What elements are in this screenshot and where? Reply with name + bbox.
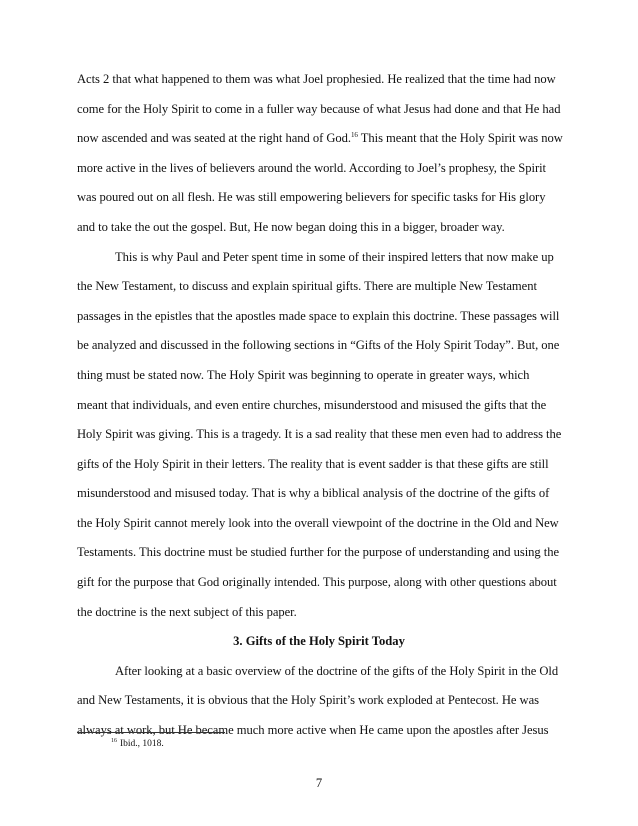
paragraph-line: and New Testaments, it is obvious that the Holy Spirit’s work exploded at Pentecost. He was xyxy=(77,693,539,708)
paragraph-line: gift for the purpose that God originally intended. This purpose, along with other questions about xyxy=(77,575,557,590)
paragraph-line: misunderstood and misused today. That is why a biblical analysis of the doctrine of the gifts of xyxy=(77,486,550,501)
paragraph-line: thing must be stated now. The Holy Spirit was beginning to operate in greater ways, which xyxy=(77,367,530,382)
paragraph-line xyxy=(77,130,563,146)
paragraph-line: the doctrine is the next subject of this paper. xyxy=(77,604,297,619)
page-number: 7 xyxy=(315,776,323,790)
paragraph-line: the Holy Spirit cannot merely look into the overall viewpoint of the doctrine in the Old and New xyxy=(77,515,559,530)
paragraph-line: passages in the epistles that the apostles made space to explain this doctrine. These passages will xyxy=(77,308,560,323)
paragraph-line: Testaments. This doctrine must be studied further for the purpose of understanding and using the xyxy=(77,545,559,560)
paragraph-line: Holy Spirit was giving. This is a tragedy. It is a sad reality that these men even had to address the xyxy=(77,427,562,442)
footnote xyxy=(111,738,164,750)
text-span: This meant that the Holy Spirit was now xyxy=(357,131,563,146)
paragraph-line: This is why Paul and Peter spent time in some of their inspired letters that now make up xyxy=(115,249,554,264)
paragraph-line: Acts 2 that what happened to them was what Joel prophesied. He realized that the time had now xyxy=(77,72,556,86)
paragraph-line: gifts of the Holy Spirit in their letters. The reality that is event sadder is that these gifts are still xyxy=(77,456,549,471)
paragraph-line: was poured out on all flesh. He was still empowering believers for specific tasks for His glory xyxy=(77,190,546,205)
section-heading: 3. Gifts of the Holy Spirit Today xyxy=(233,634,405,649)
paragraph-line: come for the Holy Spirit to come in a fuller way because of what Jesus had done and that He had xyxy=(77,101,561,116)
footnote-reference[interactable]: 16 xyxy=(350,131,358,140)
text-span: now ascended and was seated at the right hand of God. xyxy=(77,131,351,146)
paragraph-line: and to take the out the gospel. But, He now began doing this in a bigger, broader way. xyxy=(77,219,505,234)
paragraph-line: more active in the lives of believers around the world. According to Joel’s prophesy, the Spirit xyxy=(77,160,546,175)
footnote-number: 16 xyxy=(111,738,117,744)
footnote-text: Ibid., 1018. xyxy=(120,739,164,749)
paragraph-line: meant that individuals, and even entire churches, misunderstood and misused the gifts that the xyxy=(77,397,547,412)
footnote-separator xyxy=(77,732,225,733)
paragraph-line: the New Testament, to discuss and explain spiritual gifts. There are multiple New Testament xyxy=(77,279,537,294)
paragraph-line: always at work, but He became much more active when He came upon the apostles after Jesus xyxy=(77,723,549,737)
paragraph-line: After looking at a basic overview of the doctrine of the gifts of the Holy Spirit in the Old xyxy=(115,663,559,678)
paragraph-line: be analyzed and discussed in the following sections in “Gifts of the Holy Spirit Today”. But, one xyxy=(77,338,560,353)
